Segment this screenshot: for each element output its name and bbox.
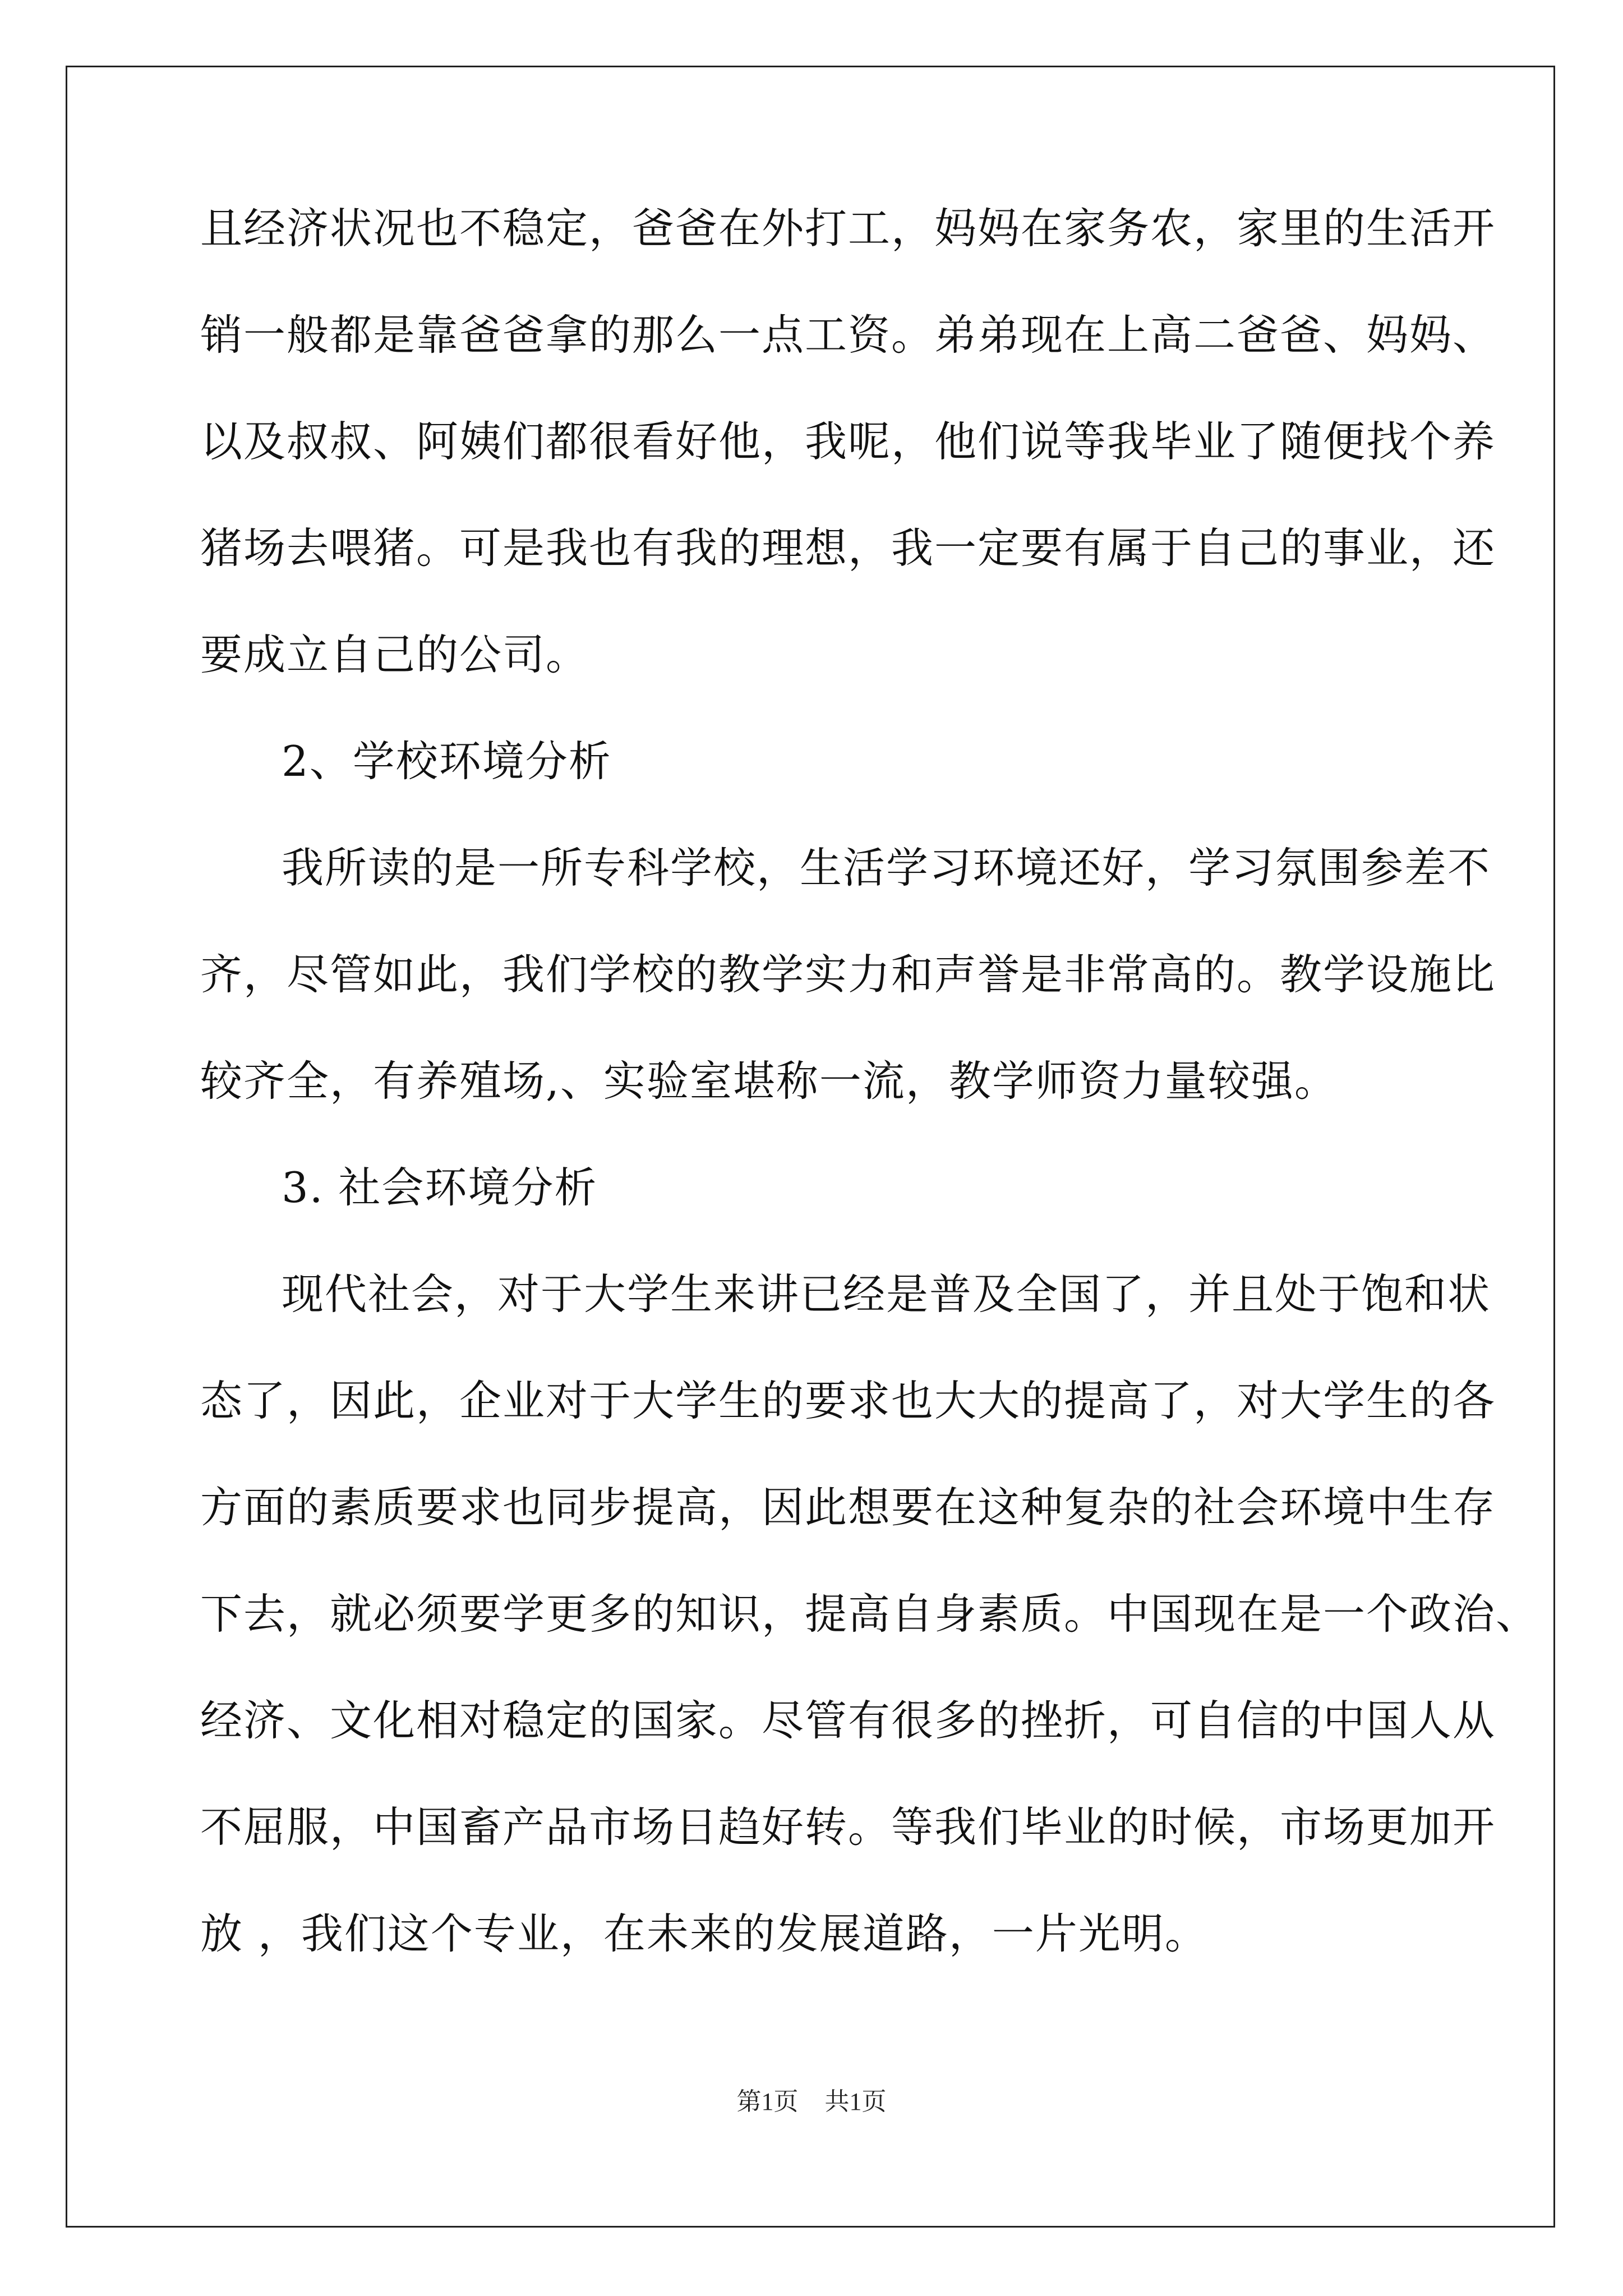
paragraph-line: 较齐全，有养殖场,、实验室堪称一流，教学师资力量较强。 bbox=[200, 1056, 1338, 1106]
paragraph-line: 销一般都是靠爸爸拿的那么一点工资。弟弟现在上高二爸爸、妈妈、 bbox=[200, 310, 1496, 360]
paragraph-line: 以及叔叔、阿姨们都很看好他，我呢，他们说等我毕业了随便找个养 bbox=[200, 417, 1496, 466]
paragraph-line: 方面的素质要求也同步提高，因此想要在这种复杂的社会环境中生存 bbox=[200, 1483, 1496, 1532]
section-heading-school: 2、学校环境分析 bbox=[282, 737, 612, 786]
paragraph-line: 放 ，我们这个专业，在未来的发展道路，一片光明。 bbox=[200, 1909, 1208, 1958]
paragraph-line: 不屈服，中国畜产品市场日趋好转。等我们毕业的时候，市场更加开 bbox=[200, 1802, 1496, 1852]
paragraph-line: 下去，就必须要学更多的知识，提高自身素质。中国现在是一个政治、 bbox=[200, 1589, 1539, 1639]
paragraph-line: 且经济状况也不稳定，爸爸在外打工，妈妈在家务农，家里的生活开 bbox=[200, 204, 1496, 253]
paragraph-line: 要成立自己的公司。 bbox=[200, 630, 589, 679]
paragraph-line: 猪场去喂猪。可是我也有我的理想，我一定要有属于自己的事业，还 bbox=[200, 523, 1496, 573]
paragraph-line: 经济、文化相对稳定的国家。尽管有很多的挫折，可自信的中国人从 bbox=[200, 1696, 1496, 1745]
paragraph-line: 态了，因此，企业对于大学生的要求也大大的提高了，对大学生的各 bbox=[200, 1376, 1496, 1425]
page-number-total: 共1页 bbox=[824, 2088, 887, 2115]
paragraph-line: 齐，尽管如此，我们学校的教学实力和声誉是非常高的。教学设施比 bbox=[200, 950, 1496, 999]
page-footer bbox=[0, 2088, 1623, 2116]
section-heading-society: 3. 社会环境分析 bbox=[282, 1163, 598, 1212]
paragraph-line: 现代社会，对于大学生来讲已经是普及全国了，并且处于饱和状 bbox=[282, 1269, 1491, 1319]
paragraph-line: 我所读的是一所专科学校，生活学习环境还好，学习氛围参差不 bbox=[282, 843, 1491, 892]
document-body bbox=[200, 204, 1539, 2019]
page-number-current: 第1页 bbox=[736, 2088, 799, 2115]
